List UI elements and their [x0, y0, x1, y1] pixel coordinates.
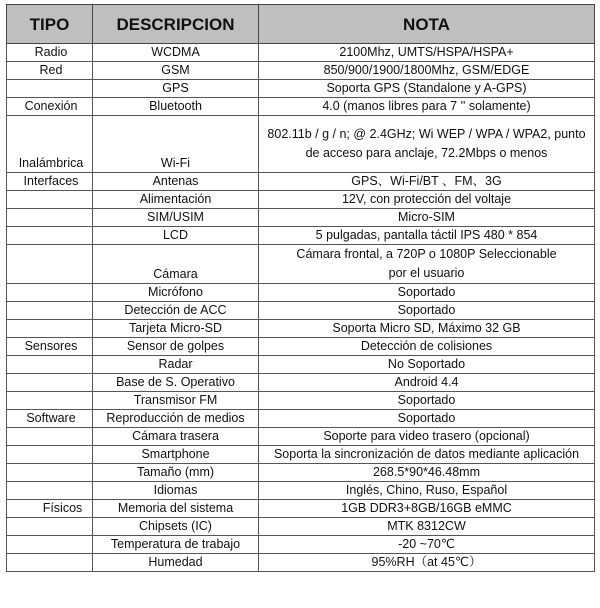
nota-cell: 802.11b / g / n; @ 2.4GHz; Wi WEP / WPA / WPA2, punto de acceso para anclaje, 72.2Mbps o menos — [259, 116, 595, 173]
tipo-cell — [7, 227, 93, 245]
table-row — [7, 554, 595, 572]
table-row — [7, 98, 595, 116]
nota-cell: Android 4.4 — [259, 374, 595, 392]
nota-cell: Soportado — [259, 410, 595, 428]
descripcion-cell: GSM — [93, 62, 259, 80]
nota-cell: 850/900/1900/1800Mhz, GSM/EDGE — [259, 62, 595, 80]
tipo-cell — [7, 374, 93, 392]
descripcion-cell: Base de S. Operativo — [93, 374, 259, 392]
tipo-cell — [7, 392, 93, 410]
descripcion-cell: SIM/USIM — [93, 209, 259, 227]
nota-cell: Soporta la sincronización de datos mediante aplicación — [259, 446, 595, 464]
nota-cell: -20 ~70℃ — [259, 536, 595, 554]
descripcion-cell: Reproducción de medios — [93, 410, 259, 428]
nota-cell: Soporte para video trasero (opcional) — [259, 428, 595, 446]
tipo-cell: Inalámbrica — [7, 116, 93, 173]
tipo-cell — [7, 302, 93, 320]
header-row — [7, 5, 595, 44]
table-row — [7, 392, 595, 410]
nota-cell: 268.5*90*46.48mm — [259, 464, 595, 482]
nota-cell: MTK 8312CW — [259, 518, 595, 536]
tipo-cell: Red — [7, 62, 93, 80]
descripcion-cell: Tamaño (mm) — [93, 464, 259, 482]
table-row — [7, 446, 595, 464]
header-descripcion: DESCRIPCION — [93, 5, 259, 44]
tipo-cell — [7, 320, 93, 338]
table-row — [7, 356, 595, 374]
nota-cell: Inglés, Chino, Ruso, Español — [259, 482, 595, 500]
tipo-cell: Sensores — [7, 338, 93, 356]
spec-table — [6, 4, 595, 572]
table-row — [7, 464, 595, 482]
descripcion-cell: Memoria del sistema — [93, 500, 259, 518]
nota-cell: No Soportado — [259, 356, 595, 374]
descripcion-cell: Tarjeta Micro-SD — [93, 320, 259, 338]
nota-cell: 2100Mhz, UMTS/HSPA/HSPA+ — [259, 44, 595, 62]
header-nota: NOTA — [259, 5, 595, 44]
descripcion-cell: Temperatura de trabajo — [93, 536, 259, 554]
tipo-cell: Físicos — [7, 500, 93, 518]
header-tipo: TIPO — [7, 5, 93, 44]
table-row — [7, 338, 595, 356]
table-row — [7, 173, 595, 191]
descripcion-cell: Idiomas — [93, 482, 259, 500]
table-row — [7, 500, 595, 518]
tipo-cell — [7, 245, 93, 284]
descripcion-cell: Antenas — [93, 173, 259, 191]
descripcion-cell: Smartphone — [93, 446, 259, 464]
tipo-cell — [7, 518, 93, 536]
descripcion-cell: Wi-Fi — [93, 116, 259, 173]
nota-cell: Micro-SIM — [259, 209, 595, 227]
tipo-cell — [7, 464, 93, 482]
table-row — [7, 80, 595, 98]
descripcion-cell: Transmisor FM — [93, 392, 259, 410]
nota-cell: Soportado — [259, 284, 595, 302]
tipo-cell — [7, 191, 93, 209]
table-row — [7, 191, 595, 209]
tipo-cell — [7, 446, 93, 464]
descripcion-cell: Cámara — [93, 245, 259, 284]
descripcion-cell: Bluetooth — [93, 98, 259, 116]
tipo-cell — [7, 356, 93, 374]
table-row — [7, 209, 595, 227]
descripcion-cell: LCD — [93, 227, 259, 245]
tipo-cell: Interfaces — [7, 173, 93, 191]
nota-cell: Soportado — [259, 302, 595, 320]
descripcion-cell: WCDMA — [93, 44, 259, 62]
tipo-cell: Radio — [7, 44, 93, 62]
nota-cell: Cámara frontal, a 720P o 1080P Seleccionable por el usuario — [259, 245, 595, 284]
table-row — [7, 44, 595, 62]
table-row — [7, 284, 595, 302]
tipo-cell — [7, 482, 93, 500]
nota-cell: 12V, con protección del voltaje — [259, 191, 595, 209]
table-row — [7, 116, 595, 173]
tipo-cell — [7, 209, 93, 227]
table-row — [7, 320, 595, 338]
table-row — [7, 482, 595, 500]
table-row — [7, 410, 595, 428]
nota-cell: Soporta Micro SD, Máximo 32 GB — [259, 320, 595, 338]
descripcion-cell: Cámara trasera — [93, 428, 259, 446]
table-row — [7, 536, 595, 554]
nota-cell: 95%RH（at 45℃） — [259, 554, 595, 572]
descripcion-cell: Chipsets (IC) — [93, 518, 259, 536]
table-row — [7, 374, 595, 392]
table-row — [7, 302, 595, 320]
nota-cell: GPS、Wi-Fi/BT 、FM、3G — [259, 173, 595, 191]
nota-cell: Detección de colisiones — [259, 338, 595, 356]
tipo-cell — [7, 428, 93, 446]
nota-cell: 5 pulgadas, pantalla táctil IPS 480 * 854 — [259, 227, 595, 245]
tipo-cell — [7, 554, 93, 572]
table-row — [7, 245, 595, 284]
nota-cell: Soporta GPS (Standalone y A-GPS) — [259, 80, 595, 98]
descripcion-cell: Humedad — [93, 554, 259, 572]
nota-cell: 1GB DDR3+8GB/16GB eMMC — [259, 500, 595, 518]
tipo-cell — [7, 284, 93, 302]
table-row — [7, 62, 595, 80]
nota-cell: Soportado — [259, 392, 595, 410]
tipo-cell — [7, 536, 93, 554]
table-row — [7, 518, 595, 536]
descripcion-cell: Alimentación — [93, 191, 259, 209]
descripcion-cell: Detección de ACC — [93, 302, 259, 320]
nota-cell: 4.0 (manos libres para 7 '' solamente) — [259, 98, 595, 116]
table-row — [7, 227, 595, 245]
descripcion-cell: Radar — [93, 356, 259, 374]
tipo-cell: Conexión — [7, 98, 93, 116]
descripcion-cell: Sensor de golpes — [93, 338, 259, 356]
descripcion-cell: Micrófono — [93, 284, 259, 302]
tipo-cell: Software — [7, 410, 93, 428]
table-row — [7, 428, 595, 446]
tipo-cell — [7, 80, 93, 98]
descripcion-cell: GPS — [93, 80, 259, 98]
